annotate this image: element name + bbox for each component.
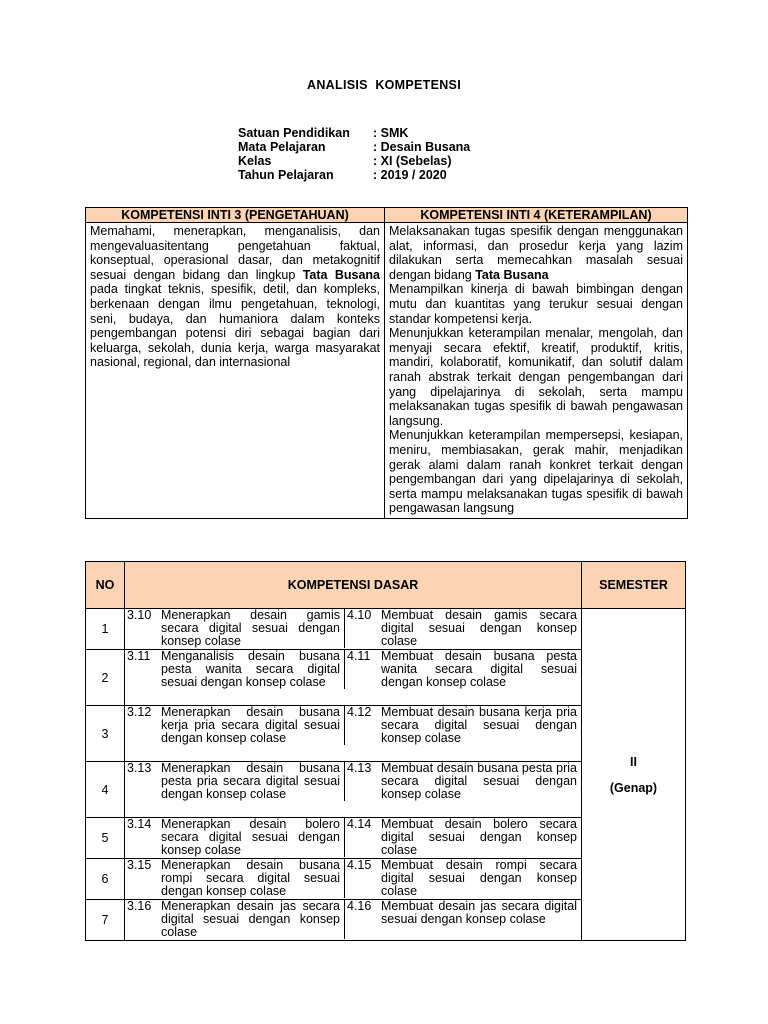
ki3-text-part: Memahami, menerapkan, menganalisis, dan mengevaluasitentang pengetahuan faktual, konseptual, operasional dasar, dan metakognitif sesuai dengan bidang dan lingkup <box>90 224 380 282</box>
ki4-header: KOMPETENSI INTI 4 (KETERAMPILAN) <box>385 208 688 223</box>
ki4-paragraph: Menunjukkan keterampilan menalar, mengolah, dan menyaji secara efektif, kreatif, produktif, kritis, mandiri, kolaboratif, komunikatif, dan solutif dalam ranah abstrak terkait dengan pengembangan dari yang dipelajarinya di sekolah, serta mampu melaksanakan tugas spesifik di bawah pengawasan langsung. <box>389 326 683 428</box>
kd-pair <box>125 609 582 650</box>
info-value: : 2019 / 2020 <box>373 168 447 182</box>
kd3-item <box>125 609 345 648</box>
kd-header-row <box>86 562 686 609</box>
kd4-code: 4.11 <box>347 649 371 663</box>
table-row <box>86 609 686 650</box>
kd-pair <box>125 650 582 706</box>
kd-header-no: NO <box>86 562 125 609</box>
ki4-text-part: Melaksanakan tugas spesifik dengan menggunakan alat, informasi, dan prosedur kerja yang lazim dilakukan serta memecahkan masalah sesuai dengan bidang <box>389 224 683 282</box>
kd-header-kd: KOMPETENSI DASAR <box>125 562 582 609</box>
semester-cell <box>582 609 686 941</box>
kd4-item <box>345 762 581 801</box>
kd3-text: Menerapkan desain busana kerja pria secara digital sesuai dengan konsep colase <box>161 705 340 745</box>
info-label: Kelas <box>238 154 272 168</box>
kd4-text: Membuat desain gamis secara digital sesuai dengan konsep colase <box>381 608 577 648</box>
kd3-item <box>125 859 345 898</box>
semester-value: II <box>630 754 637 769</box>
kd-pair <box>125 900 582 941</box>
row-number: 5 <box>86 818 125 859</box>
kd3-code: 3.14 <box>127 817 152 831</box>
row-number: 4 <box>86 762 125 818</box>
kd4-item <box>345 859 581 898</box>
info-label: Satuan Pendidikan <box>238 126 350 140</box>
kd4-code: 4.12 <box>347 705 372 719</box>
kd4-item <box>345 609 581 648</box>
info-value: : XI (Sebelas) <box>373 154 452 168</box>
row-number: 3 <box>86 706 125 762</box>
kd4-code: 4.13 <box>347 761 372 775</box>
info-row-mapel <box>238 140 470 154</box>
ki3-text-bold: Tata Busana <box>302 267 380 282</box>
kd3-code: 3.15 <box>127 858 152 872</box>
ki-body-row <box>86 223 688 519</box>
row-number: 1 <box>86 609 125 650</box>
row-number: 6 <box>86 859 125 900</box>
ki3-cell <box>86 223 385 519</box>
info-row-tahun <box>238 168 470 182</box>
kd3-text: Menerapkan desain gamis secara digital sesuai dengan konsep colase <box>161 608 340 648</box>
kd4-code: 4.16 <box>347 899 372 913</box>
kd-pair <box>125 818 582 859</box>
row-number: 2 <box>86 650 125 706</box>
info-row-satuan <box>238 126 470 140</box>
kd4-item <box>345 650 581 689</box>
ki4-paragraph: Menunjukkan keterampilan mempersepsi, kesiapan, meniru, membiasakan, gerak mahir, menjadikan gerak alami dalam ranah konkret terkait dengan pengembangan dari yang dipelajarinya di sekolah, serta mampu melaksanakan tugas spesifik di bawah pengawasan langsung <box>389 428 683 516</box>
kd3-text: Menganalisis desain busana pesta wanita secara digital sesuai dengan konsep colase <box>161 649 340 689</box>
kd4-text: Membuat desain bolero secara digital sesuai dengan konsep colase <box>381 817 577 857</box>
kd3-text: Menerapkan desain jas secara digital sesuai dengan konsep colase <box>161 899 340 939</box>
info-label: Tahun Pelajaran <box>238 168 334 182</box>
kd4-item <box>345 900 581 939</box>
kd4-text: Membuat desain busana pesta wanita secara digital sesuai dengan konsep colase <box>381 649 577 689</box>
kd3-code: 3.12 <box>127 705 152 719</box>
kd4-item <box>345 706 581 745</box>
ki-header-row <box>86 208 688 223</box>
kd3-item <box>125 762 345 801</box>
kd4-text: Membuat desain rompi secara digital sesuai dengan konsep colase <box>381 858 577 898</box>
kd-pair <box>125 762 582 818</box>
kd4-code: 4.14 <box>347 817 372 831</box>
kd4-text: Membuat desain busana pesta pria secara digital sesuai dengan konsep colase <box>381 761 577 801</box>
kd-pair <box>125 859 582 900</box>
page-title: ANALISIS KOMPETENSI <box>307 78 461 92</box>
kd3-item <box>125 900 345 939</box>
kd3-item <box>125 650 345 689</box>
kd4-item <box>345 818 581 857</box>
kd3-item <box>125 706 345 745</box>
ki3-text <box>90 224 380 370</box>
document-info <box>238 126 470 182</box>
kompetensi-inti-table <box>85 207 688 519</box>
row-number: 7 <box>86 900 125 941</box>
kd3-text: Menerapkan desain busana pesta pria secara digital sesuai dengan konsep colase <box>161 761 340 801</box>
ki4-cell <box>385 223 688 519</box>
ki3-text-part: pada tingkat teknis, spesifik, detil, dan kompleks, berkenaan dengan ilmu pengetahuan, teknologi, seni, budaya, dan humaniora dalam konteks pengembangan potensi diri sebagai bagian dari keluarga, sekolah, dunia kerja, warga masyarakat nasional, regional, dan internasional <box>90 282 380 370</box>
kd3-text: Menerapkan desain bolero secara digital sesuai dengan konsep colase <box>161 817 340 857</box>
kd3-code: 3.11 <box>127 649 151 663</box>
info-label: Mata Pelajaran <box>238 140 326 154</box>
ki3-header: KOMPETENSI INTI 3 (PENGETAHUAN) <box>86 208 385 223</box>
kd3-code: 3.16 <box>127 899 152 913</box>
ki4-paragraph <box>389 224 683 282</box>
info-row-kelas <box>238 154 470 168</box>
info-value: : Desain Busana <box>373 140 471 154</box>
ki4-text-bold: Tata Busana <box>475 267 549 282</box>
ki4-paragraph: Menampilkan kinerja di bawah bimbingan dengan mutu dan kuantitas yang terukur sesuai dengan standar kompetensi kerja. <box>389 282 683 326</box>
info-value: : SMK <box>373 126 409 140</box>
kd4-code: 4.10 <box>347 608 372 622</box>
kd3-text: Menerapkan desain busana rompi secara digital sesuai dengan konsep colase <box>161 858 340 898</box>
kd3-code: 3.10 <box>127 608 152 622</box>
kd-pair <box>125 706 582 762</box>
kd3-item <box>125 818 345 857</box>
kd3-code: 3.13 <box>127 761 152 775</box>
kompetensi-dasar-table <box>85 561 686 941</box>
kd4-code: 4.15 <box>347 858 372 872</box>
kd4-text: Membuat desain busana kerja pria secara digital sesuai dengan konsep colase <box>381 705 577 745</box>
semester-sub: (Genap) <box>609 780 658 795</box>
kd-header-semester: SEMESTER <box>582 562 686 609</box>
kd4-text: Membuat desain jas secara digital sesuai dengan konsep colase <box>381 899 577 926</box>
